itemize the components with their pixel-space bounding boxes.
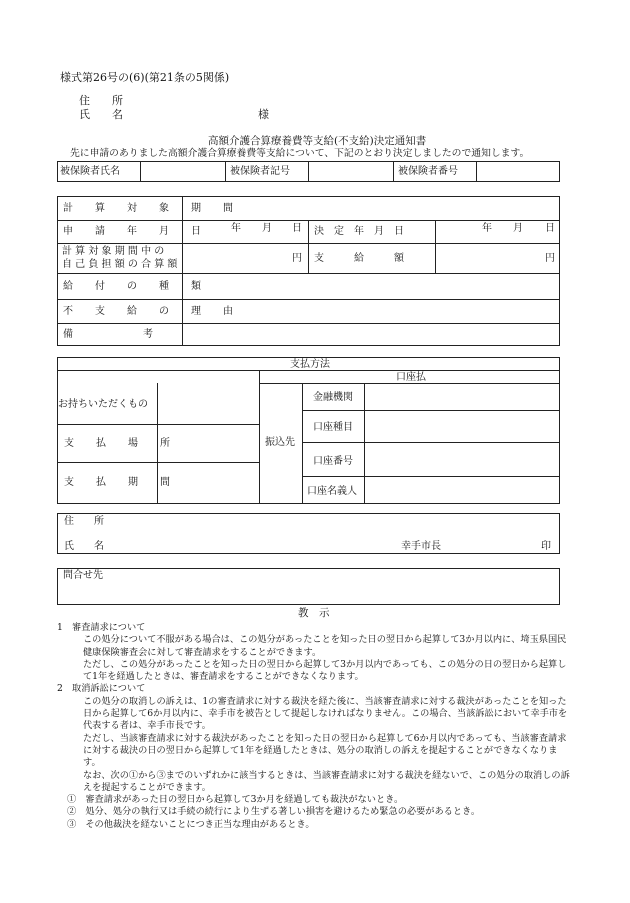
notice-section-2-heading: 2 取消訴訟について xyxy=(57,683,146,695)
account-number-label: 口座番号 xyxy=(313,456,353,467)
notice-section-1-para-2: ただし、この処分があったことを知った日の翌日から起算して3か月以内であっても、この処分の日の翌日から起算して1年を経過したときは、審査請求をすることができなくなります。 xyxy=(83,658,567,683)
notice-item-1: ① 審査請求があった日の翌日から起算して3か月を経過しても裁決がないとき。 xyxy=(67,794,404,806)
insured-symbol-label: 被保険者記号 xyxy=(230,166,290,177)
honorific: 様 xyxy=(258,108,269,121)
remarks-label: 備 考 xyxy=(63,329,153,340)
payment-method-title: 支払方法 xyxy=(290,359,330,370)
seal-mark: 印 xyxy=(541,541,551,552)
notice-section-1-heading: 1 審査請求について xyxy=(57,622,146,633)
mayor-label: 幸手市長 xyxy=(401,541,441,552)
payment-place-label: 支 払 場 所 xyxy=(64,438,176,449)
bank-label: 金融機関 xyxy=(313,392,353,403)
benefit-yen: 円 xyxy=(545,253,555,264)
insured-name-field[interactable] xyxy=(141,162,224,181)
insured-number-label: 被保険者番号 xyxy=(398,166,458,177)
decision-date-label: 決 定 年 月 日 xyxy=(314,226,404,237)
account-type-label: 口座種目 xyxy=(313,422,353,433)
payment-period-label: 支 払 期 間 xyxy=(64,477,176,488)
calc-period-label: 計 算 対 象 期 間 xyxy=(63,203,239,214)
notice-section-2-para-1: この処分の取消しの訴えは、1の審査請求に対する裁決を経た後に、当該審査請求に対する裁決があったことを知った日から起算して6か月以内に、幸手市を被告として提起しなければなりません。この場合、当該訴訟において幸手市を代表する者は、幸手市長です。 xyxy=(83,695,568,732)
non-payment-reason-label: 不 支 給 の 理 由 xyxy=(63,306,239,317)
issuer-name-label: 氏 名 xyxy=(64,541,104,552)
apply-date-label: 申 請 年 月 日 xyxy=(63,226,207,237)
notice-item-2: ② 処分、処分の執行又は手続の続行により生ずる著しい損害を避けるため緊急の必要があるとき。 xyxy=(67,806,481,818)
benefit-kind-label: 給 付 の 種 類 xyxy=(63,281,207,292)
apply-year-unit: 年 xyxy=(231,223,241,234)
issuer-address-label: 住 所 xyxy=(64,516,104,527)
transfer-to-label: 振込先 xyxy=(265,437,295,448)
insured-name-label: 被保険者氏名 xyxy=(60,166,120,177)
decision-month-unit: 月 xyxy=(513,223,523,234)
notice-body xyxy=(57,622,572,831)
recipient-address-label: 住 所 xyxy=(79,94,123,107)
selfpay-label-line1: 計 算 対 象 期 間 中 の xyxy=(62,246,165,257)
intro-text: 先に申請のありました高額介護合算療養費等支給について、下記のとおり決定しましたので通知します。 xyxy=(70,148,530,159)
selfpay-yen: 円 xyxy=(292,253,302,264)
document-title: 高額介護合算療養費等支給(不支給)決定通知書 xyxy=(208,135,427,147)
insured-number-field[interactable] xyxy=(477,162,559,181)
contact-box xyxy=(57,568,560,605)
notice-item-3: ③ その他裁決を経ないことにつき正当な理由があるとき。 xyxy=(67,818,315,830)
contact-label: 問合せ先 xyxy=(63,570,103,581)
decision-day-unit: 日 xyxy=(545,223,555,234)
form-id: 様式第26号の(6)(第21条の5関係) xyxy=(60,71,230,84)
bring-items-label: お持ちいただくもの xyxy=(58,399,148,410)
decision-year-unit: 年 xyxy=(482,223,492,234)
notice-section-2-para-3: なお、次の①から③までのいずれかに該当するときは、当該審査請求に対する裁決を経ないで、この処分の取消しの訴えを提起することができます。 xyxy=(83,769,570,793)
apply-month-unit: 月 xyxy=(262,223,272,234)
transfer-title: 口座払 xyxy=(396,372,426,383)
benefit-amount-label: 支 給 額 xyxy=(314,253,404,264)
issuer-box xyxy=(57,513,560,554)
selfpay-label-line2: 自 己 負 担 額 の 合 算 額 xyxy=(62,259,178,270)
notice-title: 教 示 xyxy=(298,607,330,619)
notice-section-2-para-2: ただし、当該審査請求に対する裁決があったことを知った日の翌日から起算して6か月以内であっても、当該審査請求に対する裁決の日の翌日から起算して1年を経過したときは、処分の取消しの訴えを提起することができなくなります。 xyxy=(83,732,567,769)
account-holder-label: 口座名義人 xyxy=(307,486,357,497)
recipient-name-label: 氏 名 xyxy=(79,108,123,121)
apply-day-unit: 日 xyxy=(292,223,302,234)
insured-symbol-field[interactable] xyxy=(309,162,392,181)
notice-section-1-para-1: この処分について不服がある場合は、この処分があったことを知った日の翌日から起算して3か月以内に、埼玉県国民健康保険審査会に対して審査請求をすることができます。 xyxy=(83,634,567,658)
